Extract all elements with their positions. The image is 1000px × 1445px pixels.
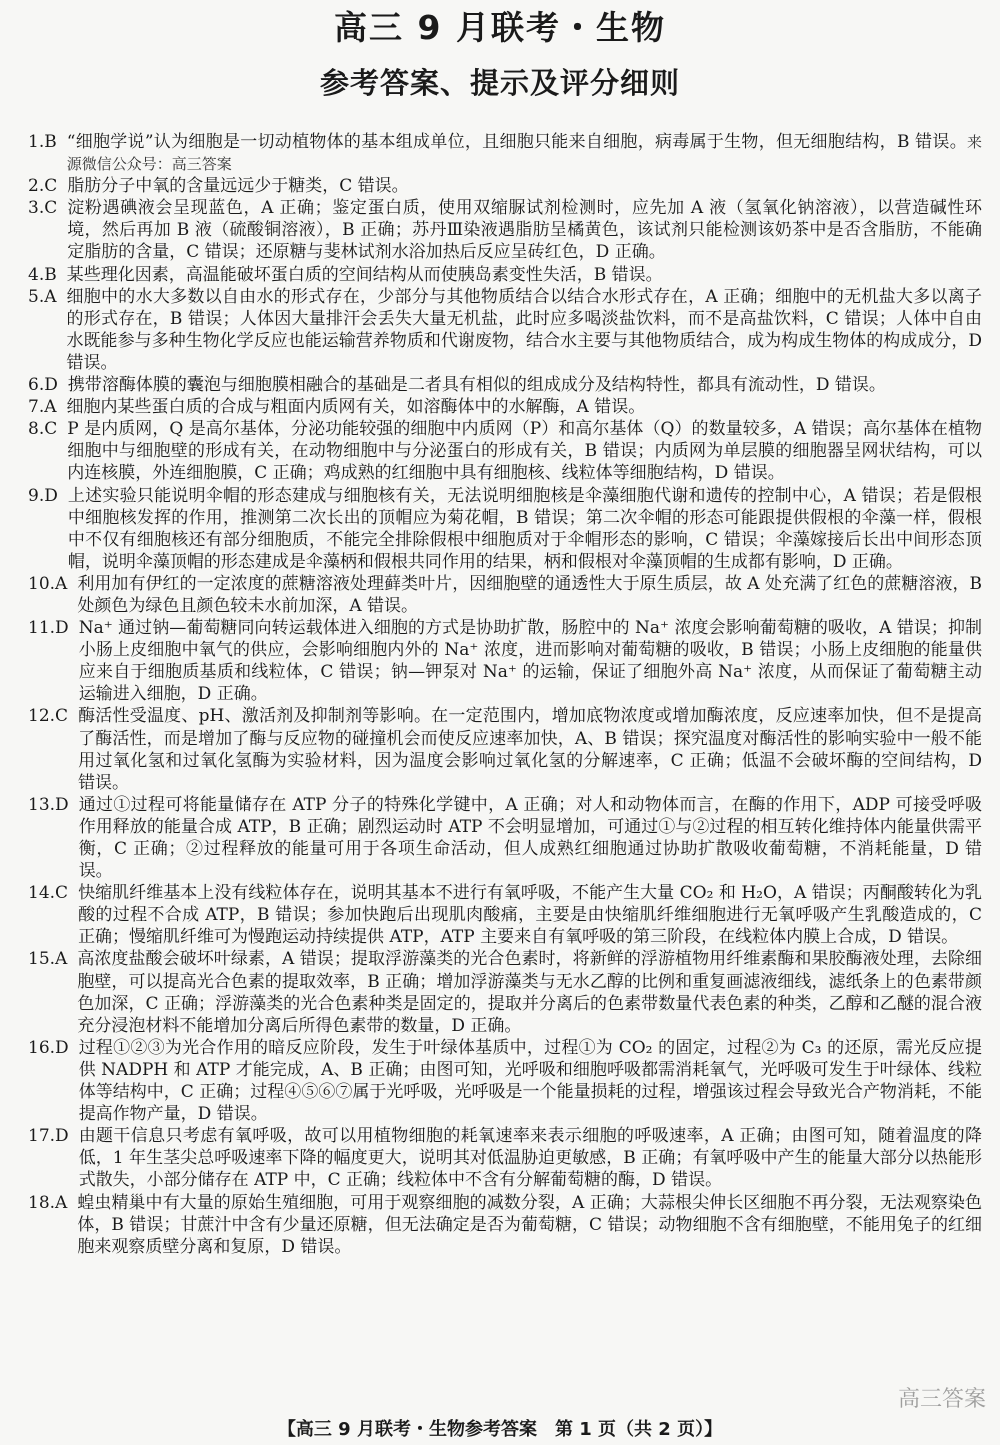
source-note: 来源微信公众号：高三答案 — [66, 133, 982, 174]
answer-letter: D — [44, 485, 58, 506]
question-number: 17. — [28, 1126, 56, 1147]
answer-item — [28, 1192, 982, 1258]
question-number: 6. — [28, 375, 45, 396]
explanation-body: 上述实验只能说明伞帽的形态建成与细胞核有关，无法说明细胞核是伞藻细胞代谢和遗传的控制中心，A 错误；若是假根中细胞核发挥的作用，推测第二次长出的顶帽应为菊花帽，B 错误；第二次伞帽的形态可能跟提供假根的伞藻一样，假根中不仅有细胞核还有部分细胞质，不能完全排除假根中细胞质对于伞帽形态的影响，C 错误；伞藻嫁接后长出中间形态顶帽，说明伞藻顶帽的形态建成是伞藻柄和假根共同作用的结果，柄和假根对伞藻顶帽的生成都有影响，D 正确。 — [67, 485, 982, 572]
explanation-text — [79, 1037, 982, 1125]
question-number: 8. — [28, 419, 45, 440]
answer-item — [28, 374, 982, 396]
explanation-text — [67, 286, 982, 374]
question-number: 15. — [28, 949, 56, 970]
answer-item — [28, 573, 982, 617]
explanation-body: 由题干信息只考虑有氧呼吸，故可以用植物细胞的耗氧速率来表示细胞的呼吸速率，A 正确；由图可知，随着温度的降低，1 年生茎尖总呼吸速率下降的幅度更大，说明其对低温胁迫更敏感，B 正确；有氧呼吸中产生的能量大部分以热能形式散失，小部分储存在 ATP 中，C 正确；线粒体中不含有分解葡萄糖的酶，D 错误。 — [78, 1126, 982, 1191]
explanation-text — [67, 418, 982, 484]
answer-item — [28, 617, 982, 705]
answer-item — [28, 197, 982, 263]
answer-item — [28, 705, 982, 793]
explanation-body: 蝗虫精巢中有大量的原始生殖细胞，可用于观察细胞的减数分裂，A 正确；大蒜根尖伸长区细胞不再分裂，无法观察染色体，B 错误；甘蔗汁中含有少量还原糖，但无法确定是否为葡萄糖，C 错误；动物细胞不含有细胞壁，不能用兔子的红细胞来观察质壁分离和复原，D 错误。 — [77, 1192, 982, 1257]
explanation-body: 脂肪分子中氧的含量远远少于糖类，C 错误。 — [67, 176, 409, 197]
answer-item — [28, 264, 982, 286]
answer-item — [28, 418, 982, 484]
question-number: 12. — [28, 706, 56, 727]
answer-letter: B — [44, 264, 57, 285]
page-footer: 【高三 9 月联考・生物参考答案 第 1 页（共 2 页）】 — [277, 1419, 723, 1440]
explanation-body: 淀粉遇碘液会呈现蓝色，A 正确；鉴定蛋白质，使用双缩脲试剂检测时，应先加 A 液（氢氧化钠溶液），以营造碱性环境，然后再加 B 液（硫酸铜溶液），B 正确；苏丹Ⅲ染液遇脂肪呈橘黄色，该试剂只能检测该奶茶中是否含脂肪，不能确定脂肪的含量，C 错误；还原糖与斐林试剂水浴加热后反应呈砖红色，D 正确。 — [67, 198, 982, 263]
explanation-body: P 是内质网，Q 是高尔基体，分泌功能较强的细胞中内质网（P）和高尔基体（Q）的数量较多，A 错误；高尔基体在植物细胞中与细胞壁的形成有关，在动物细胞中与分泌蛋白的形成有关，B 错误；内质网为单层膜的细胞器呈网状结构，可以内连核膜，外连细胞膜，C 正确；鸡成熟的红细胞中具有细胞核、线粒体等细胞结构，D 错误。 — [67, 419, 982, 484]
answer-letter: A — [55, 1192, 68, 1213]
answer-letter: C — [44, 198, 58, 219]
answer-item — [28, 485, 982, 573]
answer-list — [28, 131, 982, 1258]
question-number: 5. — [28, 286, 45, 307]
question-number: 14. — [28, 883, 56, 904]
answer-letter: D — [55, 794, 69, 815]
explanation-text — [79, 617, 982, 705]
explanation-text — [67, 197, 982, 263]
explanation-text — [78, 705, 982, 793]
question-number: 9. — [28, 485, 45, 506]
answer-item — [28, 948, 982, 1036]
page-title: 高三 9 月联考・生物 — [334, 8, 666, 47]
explanation-body: 高浓度盐酸会破坏叶绿素，A 错误；提取浮游藻类的光合色素时，将新鲜的浮游植物用纤维素酶和果胶酶液处理，去除细胞壁，可以提高光合色素的提取效率，B 正确；增加浮游藻类与无水乙醇的比例和重复画滤液细线，滤纸条上的色素带颜色加深，C 正确；浮游藻类的光合色素种类是固定的，提取并分离后的色素带数量代表色素的种类，乙醇和乙醚的混合液充分浸泡材料不能增加分离后所得色素带的数量，D 正确。 — [77, 949, 982, 1036]
explanation-body: “细胞学说”认为细胞是一切动植物体的基本组成单位，且细胞只能来自细胞，病毒属于生物，但无细胞结构，B 错误。 — [66, 132, 967, 152]
explanation-body: Na⁺ 通过钠—葡萄糖同向转运载体进入细胞的方式是协助扩散，肠腔中的 Na⁺ 浓度会影响葡萄糖的吸收，A 错误；抑制小肠上皮细胞中氧气的供应，会影响细胞内外的 Na⁺ 浓度，进而影响对葡萄糖的吸收，B 错误；小肠上皮细胞的能量供应来自于细胞质基质和线粒体，C 错误；钠—钾泵对 Na⁺ 的运输，保证了细胞外高 Na⁺ 浓度，从而保证了葡萄糖主动运输进入细胞，D 正确。 — [78, 618, 982, 705]
question-number: 1. — [28, 132, 45, 152]
question-number: 16. — [28, 1037, 56, 1058]
explanation-text — [67, 131, 982, 175]
answer-item — [28, 1125, 982, 1191]
answer-letter: D — [44, 375, 58, 396]
explanation-body: 某些理化因素，高温能破坏蛋白质的空间结构从而使胰岛素变性失活，B 错误。 — [66, 264, 663, 285]
answer-letter: A — [55, 573, 68, 594]
answer-item — [28, 1037, 982, 1125]
question-number: 3. — [28, 198, 45, 219]
explanation-text — [79, 1125, 982, 1191]
answer-item — [28, 396, 982, 418]
explanation-text — [79, 794, 982, 882]
explanation-text — [68, 374, 982, 396]
explanation-body: 过程①②③为光合作用的暗反应阶段，发生于叶绿体基质中，过程①为 CO₂ 的固定，过程②为 C₃ 的还原，需光反应提供 NADPH 和 ATP 才能完成，A、B 正确；由图可知，光呼吸和细胞呼吸都需消耗氧气，光呼吸可发生于叶绿体、线粒体等结构中，C 正确；过程④⑤⑥⑦属于光呼吸，光呼吸是一个能量损耗的过程，增强该过程会导致光合产物消耗，不能提高作物产量，D 错误。 — [78, 1037, 982, 1125]
explanation-body: 通过①过程可将能量储存在 ATP 分子的特殊化学键中，A 正确；对人和动物体而言，在酶的作用下，ADP 可接受呼吸作用释放的能量合成 ATP，B 正确；剧烈运动时 ATP 不会明显增加，可通过①与②过程的相互转化维持体内能量供需平衡，C 正确；②过程释放的能量可用于各项生命活动，但人成熟红细胞通过协助扩散吸收葡萄糖，不消耗能量，D 错误。 — [78, 794, 982, 882]
answer-letter: C — [44, 419, 58, 440]
question-number: 2. — [28, 176, 45, 197]
answer-letter: C — [44, 176, 58, 197]
question-number: 7. — [28, 397, 45, 418]
explanation-body: 快缩肌纤维基本上没有线粒体存在，说明其基本不进行有氧呼吸，不能产生大量 CO₂ 和 H₂O，A 错误；丙酮酸转化为乳酸的过程不合成 ATP，B 错误；参加快跑后出现肌肉酸痛，主要是由快缩肌纤维细胞进行无氧呼吸产生乳酸造成的，C 正确；慢缩肌纤维可为慢跑运动持续提供 ATP，ATP 主要来自有氧呼吸的第三阶段，在线粒体内膜上合成，D 错误。 — [78, 883, 982, 948]
explanation-body: 携带溶酶体膜的囊泡与细胞膜相融合的基础是二者具有相似的组成成分及结构特性，都具有流动性，D 错误。 — [67, 375, 886, 396]
answer-letter: B — [44, 132, 57, 152]
answer-item — [28, 794, 982, 882]
page-subtitle: 参考答案、提示及评分细则 — [319, 66, 680, 100]
explanation-text — [77, 573, 982, 617]
answer-letter: D — [55, 1126, 69, 1147]
answer-item — [28, 175, 982, 197]
explanation-body: 酶活性受温度、pH、激活剂及抑制剂等影响。在一定范围内，增加底物浓度或增加酶浓度，反应速率加快，但不是提高了酶活性，而是增加了酶与反应物的碰撞机会而使反应速率加快，A、B 错误；探究温度对酶活性的影响实验中一般不能用过氧化氢和过氧化氢酶为实验材料，因为温度会影响过氧化氢的分解速率，C 正确；低温不会破坏酶的空间结构，D 错误。 — [78, 706, 982, 793]
answer-letter: D — [55, 618, 69, 639]
question-number: 11. — [28, 618, 56, 639]
answer-item — [28, 131, 982, 175]
explanation-text — [78, 882, 982, 948]
answer-letter: C — [55, 883, 69, 904]
answer-letter: C — [55, 706, 69, 727]
explanation-text — [67, 396, 982, 418]
explanation-text — [67, 175, 982, 197]
answer-letter: A — [44, 286, 57, 307]
explanation-body: 细胞中的水大多数以自由水的形式存在，少部分与其他物质结合以结合水形式存在，A 正确；细胞中的无机盐大多以离子的形式存在，B 错误；人体因大量排汗会丢失大量无机盐，此时应多喝淡盐饮料，而不是高盐饮料，C 错误；人体中自由水既能参与多种生物化学反应也能运输营养物质和代谢废物，结合水主要与其他物质结合，成为构成生物体的构成成分，D 错误。 — [66, 286, 982, 373]
question-number: 13. — [28, 794, 56, 815]
question-number: 18. — [28, 1192, 56, 1213]
explanation-body: 细胞内某些蛋白质的合成与粗面内质网有关，如溶酶体中的水解酶，A 错误。 — [66, 397, 646, 418]
explanation-text — [77, 948, 982, 1036]
answer-item — [28, 882, 982, 948]
explanation-text — [67, 264, 982, 286]
explanation-text — [77, 1192, 982, 1258]
answer-letter: A — [55, 949, 68, 970]
answer-letter: A — [44, 397, 57, 418]
corner-logo: 高三答案 — [897, 1387, 986, 1412]
answer-letter: D — [55, 1037, 69, 1058]
question-number: 10. — [28, 573, 56, 594]
explanation-body: 利用加有伊红的一定浓度的蔗糖溶液处理藓类叶片，因细胞壁的通透性大于原生质层，故 A 处充满了红色的蔗糖溶液，B 处颜色为绿色且颜色较未水前加深，A 错误。 — [77, 573, 982, 616]
explanation-text — [68, 485, 982, 573]
answer-item — [28, 286, 982, 374]
question-number: 4. — [28, 264, 45, 285]
